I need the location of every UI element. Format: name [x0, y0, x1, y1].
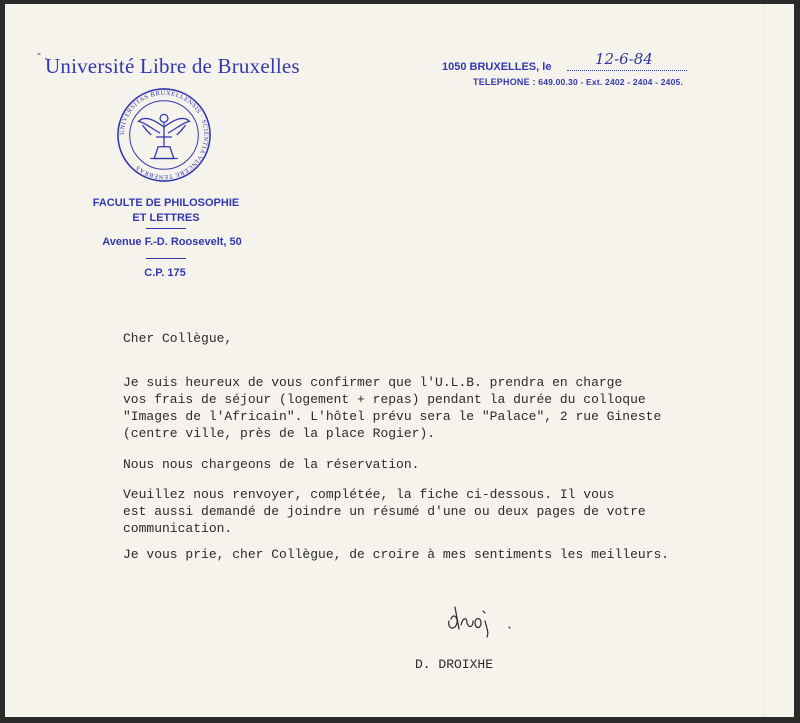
faculty-line-2: ET LETTRES: [132, 212, 200, 224]
city-line: 1050 BRUXELLES, le: [442, 61, 552, 73]
paragraph-form-request: Veuillez nous renvoyer, complétée, la fiche ci-dessous. Il vous est aussi demandé de joindre un résumé d'une ou deux pages de votre communication.: [123, 487, 646, 536]
paragraph-reservation: Nous nous chargeons de la réservation.: [123, 457, 420, 472]
postal-box: C.P. 175: [144, 267, 186, 279]
handwritten-signature: [445, 599, 525, 639]
date-dotted-line: [567, 70, 687, 71]
salutation: Cher Collègue,: [123, 331, 233, 346]
divider: [146, 258, 186, 259]
paragraph-confirmation: Je suis heureux de vous confirmer que l'U.L.B. prendra en charge vos frais de séjour (logement + repas) pendant la durée du colloque "Images de l'Africain". L'hôtel prévu sera le "Palace", 2 rue Gineste (centre ville, près de la place Rogier).: [123, 375, 662, 441]
svg-text:UNIVERSITAS BRUXELLENSIS · SCI: UNIVERSITAS BRUXELLENSIS · SCIENTIA VINCERE TENEBRAS ·: [118, 89, 210, 181]
faculty-block: [85, 196, 247, 226]
divider: [146, 228, 186, 229]
closing-line: Je vous prie, cher Collègue, de croire à mes sentiments les meilleurs.: [123, 547, 670, 562]
corner-mark: - ˎ: [37, 46, 49, 60]
telephone-label: TELEPHONE :: [473, 77, 536, 87]
university-name: Université Libre de Bruxelles: [45, 54, 300, 78]
university-seal: [115, 86, 213, 184]
street-address: Avenue F.-D. Roosevelt, 50: [102, 236, 242, 248]
letter-page: [5, 4, 794, 717]
telephone-extensions: - Ext. 2402 - 2404 - 2405.: [580, 77, 684, 87]
telephone-number: 649.00.30: [538, 77, 578, 87]
paper-fold: [763, 4, 764, 717]
faculty-line-1: FACULTE DE PHILOSOPHIE: [92, 197, 240, 209]
telephone-line: [473, 77, 683, 87]
handwritten-date: 12-6-84: [595, 50, 653, 68]
signatory-name: D. DROIXHE: [415, 657, 494, 672]
